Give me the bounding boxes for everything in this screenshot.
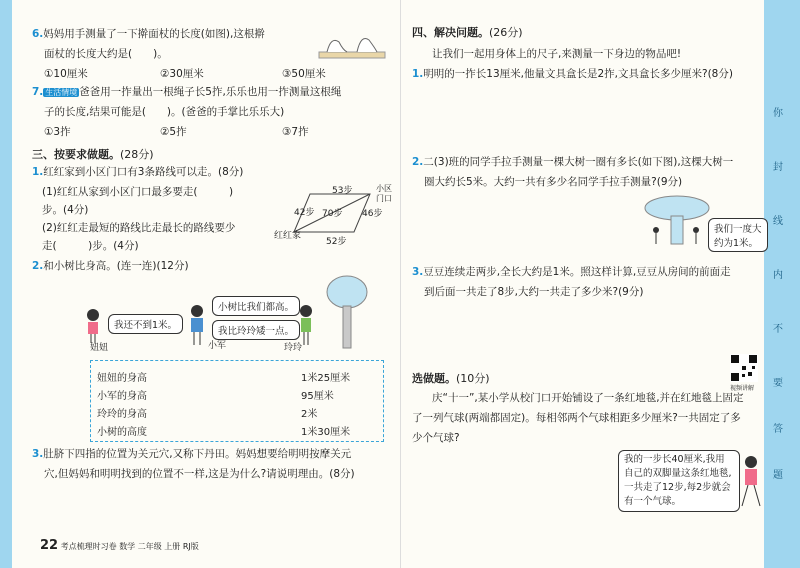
section-3-problem-2: 2.和小树比身高。(连一连)(12分) [32, 260, 189, 272]
q7-option-a: ①3拃 [44, 126, 71, 138]
margin-char: 题 [773, 470, 783, 481]
route-top-label: 53步 [332, 186, 353, 196]
extra-line1: 庆“十一”,某小学从校门口开始铺设了一条红地毯,并在红地毯上固定 [432, 392, 744, 404]
xiaojun-speech-bubble-2: 我比玲玲矮一点。 [212, 320, 300, 340]
height-value-1: 1米25厘米 [301, 373, 351, 384]
margin-char: 封 [773, 162, 783, 173]
big-tree-illustration [644, 194, 710, 248]
section-3-title: 三、按要求做题。(28分) [32, 148, 154, 161]
gate-label: 小区 门口 [376, 184, 392, 203]
extra-line2: 了一列气球(两端都固定)。每相邻两个气球相距多少厘米?一共固定了多 [412, 412, 741, 424]
sub-question-1: (1)红红从家到小区门口最多要走( ) [42, 186, 234, 198]
margin-char: 内 [773, 270, 783, 281]
boy-xiaojun-figure [186, 304, 208, 346]
rolling-pin-illustration [317, 28, 389, 64]
problem-3-line2: 到后面一共走了8步,大约一共走了多少米?(9分) [424, 286, 644, 298]
small-tree-figure [324, 274, 370, 350]
q6-option-b: ②30厘米 [160, 68, 204, 80]
height-matching-box [90, 360, 384, 442]
section-3-problem-3: 3.肚脐下四指的位置为关元穴,又称下丹田。妈妈想要给明明按摩关元 [32, 448, 352, 460]
niuniu-speech-bubble: 我还不到1米。 [108, 314, 183, 334]
niuniu-name: 妞妞 [90, 343, 109, 353]
worksheet-page [12, 0, 764, 568]
question-7-line2: 子的长度,结果可能是( )。(爸爸的手掌比乐乐大) [44, 106, 285, 118]
route-right-label: 46步 [362, 209, 383, 219]
sub-question-2-line2: 走( )步。(4分) [42, 240, 139, 252]
problem-2-line2: 圈大约长5米。大约一共有多少名同学手拉手测量?(9分) [424, 176, 683, 188]
margin-char: 线 [773, 216, 783, 227]
margin-char: 答 [773, 424, 783, 435]
height-value-3: 2米 [301, 409, 318, 420]
section-4-intro: 让我们一起用身体上的尺子,来测量一下身边的物品吧! [432, 48, 682, 60]
page-footer: 22 考点梳理时习卷 数学 二年级 上册 RJ版 [40, 538, 199, 553]
xiaojun-speech-bubble-1: 小树比我们都高。 [212, 296, 300, 316]
tree-speech-bubble: 我们一度大约为1米。 [708, 218, 768, 252]
girl-niuniu-figure [82, 308, 104, 344]
route-middle-label: 70步 [322, 209, 343, 219]
xiaojun-name: 小军 [208, 341, 227, 351]
height-label-lingling: 玲玲的身高 [97, 409, 147, 420]
extra-speech-bubble: 我的一步长40厘米,我用自己的双脚量这条红地毯,一共走了12步,每2步就会有一个气球。 [618, 450, 740, 512]
qr-caption: 视频讲解 [730, 385, 755, 392]
height-label-niuniu: 妞妞的身高 [97, 373, 147, 384]
height-value-4: 1米30厘米 [301, 427, 351, 438]
q6-option-a: ①10厘米 [44, 68, 88, 80]
q7-option-b: ②5拃 [160, 126, 187, 138]
girl-walking-figure [736, 454, 766, 510]
sub-question-2: (2)红红走最短的路线比走最长的路线要少 [42, 222, 236, 234]
lingling-name: 玲玲 [284, 343, 303, 353]
section-4-title: 四、解决问题。(26分) [412, 26, 523, 39]
problem-3-line2: 穴,但妈妈和明明找到的位置不一样,这是为什么?请说明理由。(8分) [44, 468, 355, 480]
context-tag: 生活情境 [45, 88, 78, 97]
q6-option-c: ③50厘米 [282, 68, 326, 80]
question-6-line2: 面杖的长度大约是( )。 [44, 48, 168, 60]
section-3-problem-1: 1.红红家到小区门口有3条路线可以走。(8分) [32, 166, 244, 178]
sub-question-1-line2: 步。(4分) [42, 204, 89, 216]
q7-option-c: ③7拃 [282, 126, 309, 138]
column-divider [400, 0, 401, 568]
height-value-2: 95厘米 [301, 391, 334, 402]
route-bottom-label: 52步 [326, 237, 347, 247]
height-label-xiaojun: 小军的身高 [97, 391, 147, 402]
section-4-problem-1: 1.明明的一拃长13厘米,他量文具盒长是2拃,文具盒长多少厘米?(8分) [412, 68, 733, 80]
section-4-problem-3: 3.豆豆连续走两步,全长大约是1米。照这样计算,豆豆从房间的前面走 [412, 266, 731, 278]
margin-char: 要 [773, 378, 783, 389]
qr-code-icon[interactable] [730, 354, 758, 382]
extra-question-title: 选做题。(10分) [412, 372, 490, 385]
margin-char: 不 [773, 324, 783, 335]
route-left-label: 42步 [294, 208, 315, 218]
home-label: 红红家 [274, 231, 302, 241]
question-7: 7. 生活情境 爸爸用一拃量出一根绳子长5拃,乐乐也用一拃测量这根绳 [32, 86, 342, 98]
question-6: 6.妈妈用手测量了一下擀面杖的长度(如图),这根擀 [32, 28, 265, 40]
section-4-problem-2: 2.二(3)班的同学手拉手测量一棵大树一圈有多长(如下图),这棵大树一 [412, 156, 734, 168]
margin-char: 你 [773, 108, 783, 119]
height-label-tree: 小树的高度 [97, 427, 147, 438]
extra-line3: 少个气球? [412, 432, 460, 444]
page-number: 22 [40, 538, 59, 553]
binding-margin [764, 0, 792, 568]
